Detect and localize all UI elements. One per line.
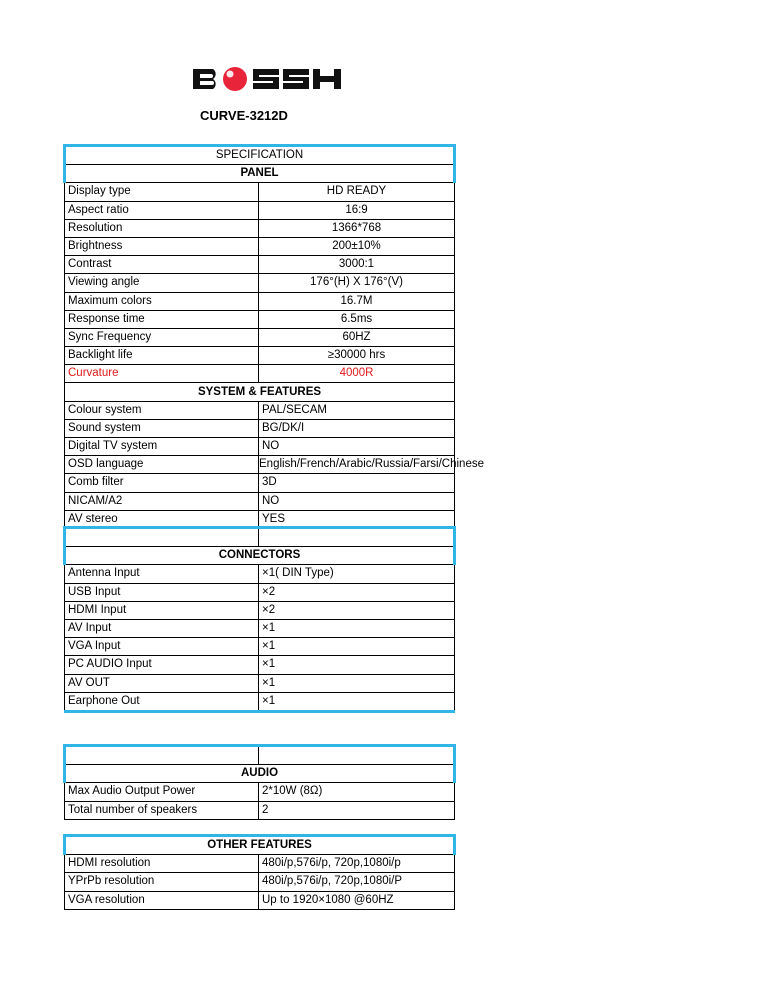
- spec-title: SPECIFICATION: [65, 146, 455, 165]
- system-label: Digital TV system: [65, 438, 259, 456]
- panel-row: [65, 365, 455, 383]
- panel-label: Aspect ratio: [65, 201, 259, 219]
- panel-label: Maximum colors: [65, 292, 259, 310]
- panel-heading: PANEL: [65, 165, 455, 183]
- panel-value: HD READY: [259, 183, 455, 201]
- connectors-heading: CONNECTORS: [65, 547, 455, 565]
- connector-row: [65, 692, 455, 711]
- system-row: [65, 474, 455, 492]
- system-label: AV stereo: [65, 510, 259, 528]
- system-value: English/French/Arabic/Russia/Farsi/Chinese: [259, 456, 455, 474]
- connector-label: Earphone Out: [65, 692, 259, 711]
- panel-row: [65, 183, 455, 201]
- panel-value: 16:9: [259, 201, 455, 219]
- panel-label: Sync Frequency: [65, 328, 259, 346]
- panel-value: ≥30000 hrs: [259, 347, 455, 365]
- panel-value: 200±10%: [259, 237, 455, 255]
- connector-label: HDMI Input: [65, 601, 259, 619]
- spacer-cell: [65, 746, 259, 765]
- other-row: [65, 855, 455, 873]
- other-row: [65, 891, 455, 909]
- panel-value: 16.7M: [259, 292, 455, 310]
- other-label: YPrPb resolution: [65, 873, 259, 891]
- connector-row: [65, 656, 455, 674]
- brand-logo: [191, 64, 347, 94]
- panel-label: Resolution: [65, 219, 259, 237]
- system-label: Colour system: [65, 401, 259, 419]
- panel-label: Viewing angle: [65, 274, 259, 292]
- system-value: YES: [259, 510, 455, 528]
- spec-table-main: [63, 144, 484, 547]
- panel-row: [65, 274, 455, 292]
- model-name: CURVE-3212D: [200, 108, 288, 123]
- panel-label: Brightness: [65, 237, 259, 255]
- panel-label: Backlight life: [65, 347, 259, 365]
- connector-label: AV Input: [65, 619, 259, 637]
- panel-label: Contrast: [65, 256, 259, 274]
- connector-row: [65, 619, 455, 637]
- connector-value: ×1: [259, 638, 455, 656]
- panel-row: [65, 219, 455, 237]
- system-row: [65, 456, 455, 474]
- panel-row: [65, 310, 455, 328]
- system-label: OSD language: [65, 456, 259, 474]
- connector-row: [65, 583, 455, 601]
- panel-row: [65, 292, 455, 310]
- other-value: 480i/p,576i/p, 720p,1080i/P: [259, 873, 455, 891]
- audio-value: 2*10W (8Ω): [259, 783, 455, 801]
- connector-value: ×2: [259, 583, 455, 601]
- audio-label: Total number of speakers: [65, 801, 259, 819]
- connector-value: ×1( DIN Type): [259, 565, 455, 583]
- audio-row: [65, 783, 455, 801]
- panel-value: 3000:1: [259, 256, 455, 274]
- system-value: NO: [259, 492, 455, 510]
- system-label: NICAM/A2: [65, 492, 259, 510]
- panel-row: [65, 201, 455, 219]
- other-label: VGA resolution: [65, 891, 259, 909]
- other-heading: OTHER FEATURES: [65, 836, 455, 855]
- system-row: [65, 401, 455, 419]
- connector-row: [65, 638, 455, 656]
- system-heading: SYSTEM & FEATURES: [65, 383, 455, 401]
- audio-heading: AUDIO: [65, 765, 455, 783]
- connector-row: [65, 674, 455, 692]
- audio-table: [63, 744, 456, 820]
- spacer-cell: [259, 746, 455, 765]
- system-row: [65, 438, 455, 456]
- connector-row: [65, 565, 455, 583]
- other-value: 480i/p,576i/p, 720p,1080i/p: [259, 855, 455, 873]
- panel-value: 60HZ: [259, 328, 455, 346]
- panel-row: [65, 347, 455, 365]
- system-row: [65, 492, 455, 510]
- panel-row: [65, 256, 455, 274]
- connector-label: Antenna Input: [65, 565, 259, 583]
- system-label: Comb filter: [65, 474, 259, 492]
- panel-value: 4000R: [259, 365, 455, 383]
- panel-row: [65, 237, 455, 255]
- connector-value: ×1: [259, 656, 455, 674]
- connector-row: [65, 601, 455, 619]
- connector-value: ×1: [259, 692, 455, 711]
- system-label: Sound system: [65, 419, 259, 437]
- panel-row: [65, 328, 455, 346]
- panel-label: Response time: [65, 310, 259, 328]
- audio-value: 2: [259, 801, 455, 819]
- panel-value: 6.5ms: [259, 310, 455, 328]
- connector-value: ×1: [259, 619, 455, 637]
- panel-value: 1366*768: [259, 219, 455, 237]
- panel-label: Curvature: [65, 365, 259, 383]
- system-value: 3D: [259, 474, 455, 492]
- connector-label: VGA Input: [65, 638, 259, 656]
- other-features-table: [63, 834, 456, 910]
- system-row: [65, 419, 455, 437]
- panel-value: 176°(H) X 176°(V): [259, 274, 455, 292]
- connector-label: AV OUT: [65, 674, 259, 692]
- panel-label: Display type: [65, 183, 259, 201]
- audio-row: [65, 801, 455, 819]
- other-row: [65, 873, 455, 891]
- spacer-cell: [65, 528, 259, 547]
- connectors-table: [63, 526, 456, 713]
- connector-value: ×1: [259, 674, 455, 692]
- other-value: Up to 1920×1080 @60HZ: [259, 891, 455, 909]
- connector-label: USB Input: [65, 583, 259, 601]
- connector-label: PC AUDIO Input: [65, 656, 259, 674]
- system-value: PAL/SECAM: [259, 401, 455, 419]
- system-value: NO: [259, 438, 455, 456]
- system-value: BG/DK/I: [259, 419, 455, 437]
- other-label: HDMI resolution: [65, 855, 259, 873]
- audio-label: Max Audio Output Power: [65, 783, 259, 801]
- connector-value: ×2: [259, 601, 455, 619]
- spacer-cell: [259, 528, 455, 547]
